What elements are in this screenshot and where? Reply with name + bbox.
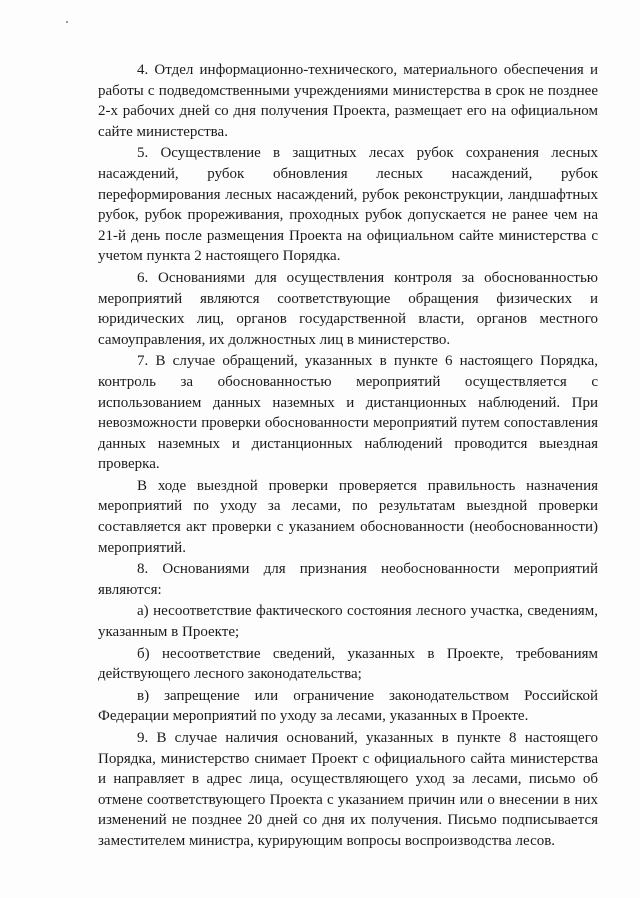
paragraph-item-5: 5. Осуществление в защитных лесах рубок сохранения лесных насаждений, рубок обновления лесных насаждений, рубок переформирования лесных насаждений, рубок реконструкции, ландшафтных рубок, рубок прореживания, проходных рубок допускается не ранее чем на 21-й день после размещения Проекта на официальном сайте министерства с учетом пункта 2 настоящего Порядка.: [98, 145, 598, 265]
paragraph-field-inspection: В ходе выездной проверки проверяется правильность назначения мероприятий по уходу за лесами, по результатам выездной проверки составляется акт проверки с указанием обоснованности (необоснованности) мероприятий.: [98, 477, 598, 556]
paragraph-subitem-a: а) несоответствие фактического состояния лесного участка, сведениям, указанным в Проекте;: [98, 603, 598, 641]
paragraph-subitem-v: в) запрещение или ограничение законодательством Российской Федерации мероприятий по уходу за лесами, указанных в Проекте.: [98, 687, 598, 725]
paragraph-subitem-b: б) несоответствие сведений, указанных в Проекте, требованиям действующего лесного законодательства;: [98, 645, 598, 683]
scan-speck: [66, 21, 68, 23]
paragraph-item-9: 9. В случае наличия оснований, указанных в пункте 8 настоящего Порядка, министерство снимает Проект с официального сайта министерства и направляет в адрес лица, осуществляющего уход за лесами, письмо об отмене соответствующего Проекта с указанием причин или о внесении в них изменений не позднее 20 дней со дня их получения. Письмо подписывается заместителем министра, курирующим вопросы воспроизводства лесов.: [98, 730, 598, 849]
paragraph-item-8: 8. Основаниями для признания необоснованности мероприятий являются:: [98, 561, 598, 598]
paragraph-item-7: 7. В случае обращений, указанных в пункте 6 настоящего Порядка, контроль за обоснованностью мероприятий осуществляется с использованием данных наземных и дистанционных наблюдений. При невозможности проверки обоснованности мероприятий путем сопоставления данных наземных и дистанционных наблюдений проводится выездная проверка.: [98, 353, 598, 473]
paragraph-item-4: 4. Отдел информационно-технического, материального обеспечения и работы с подведомственными учреждениями министерства в срок не позднее 2-х рабочих дней со дня получения Проекта, размещает его на официальном сайте министерства.: [98, 62, 598, 140]
paragraph-item-6: 6. Основаниями для осуществления контроля за обоснованностью мероприятий являются соответствующие обращения физических и юридических лиц, органов государственной власти, органов местного самоуправления, их должностных лиц в министерство.: [98, 269, 598, 348]
document-body: [98, 60, 598, 852]
